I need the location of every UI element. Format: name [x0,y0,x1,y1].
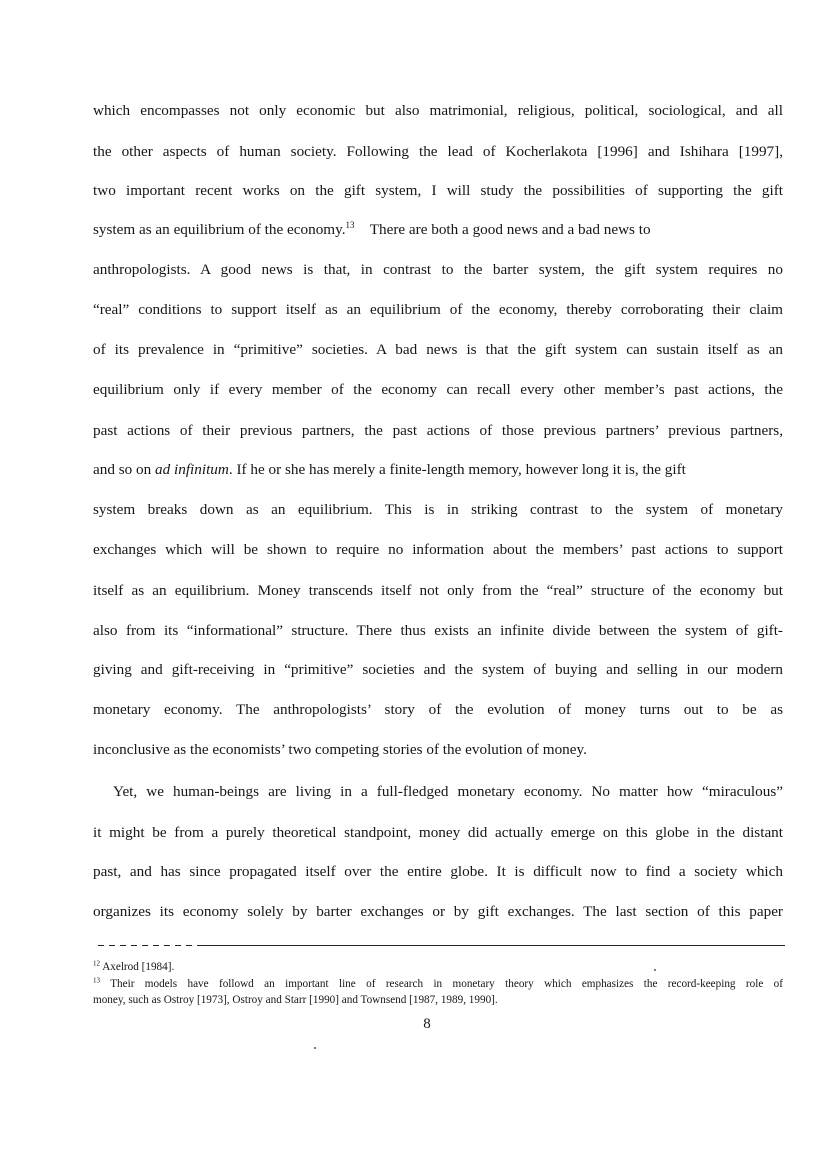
text-line: “real” conditions to support itself as an equilibrium of the economy, thereby corroborating their claim [93,301,783,318]
footnote-reference: 13 [345,219,355,230]
text-fragment: system as an equilibrium of the economy. [93,221,346,238]
text-line: giving and gift-receiving in “primitive” societies and the system of buying and selling in our modern [93,661,783,678]
footnote-text: Their models have followd an important line of research in monetary theory which emphasizes the record-keeping role of [110,978,783,990]
text-line: it might be from a purely theoretical standpoint, money did actually emerge on this globe in the distant [93,824,783,841]
text-fragment: There are both a good news and a bad news to [369,221,651,238]
footnote-13 [93,976,783,992]
text-line: two important recent works on the gift system, I will study the possibilities of supporting the gift [93,182,783,199]
text-line: exchanges which will be shown to require no information about the members’ past actions to support [93,541,783,558]
page-number: 8 [423,1016,431,1032]
text-line [93,220,783,240]
text-line: equilibrium only if every member of the economy can recall every other member’s past actions, the [93,381,783,398]
text-line: inconclusive as the economists’ two competing stories of the evolution of money. [93,741,587,758]
scan-speck [314,1047,316,1049]
footnote-separator [93,945,785,946]
scan-speck [654,969,656,971]
italic-phrase: ad infinitum [155,461,229,478]
text-line [93,460,783,480]
text-line: monetary economy. The anthropologists’ story of the evolution of money turns out to be as [93,701,783,718]
text-line: the other aspects of human society. Following the lead of Kocherlakota [1996] and Ishihara [1997], [93,143,783,160]
text-line: itself as an equilibrium. Money transcends itself not only from the “real” structure of the economy but [93,582,783,599]
footnote-13-continuation: money, such as Ostroy [1973], Ostroy and Starr [1990] and Townsend [1987, 1989, 1990]. [93,994,498,1006]
footnote-text: Axelrod [1984]. [102,961,175,973]
text-line: which encompasses not only economic but also matrimonial, religious, political, sociological, and all [93,102,783,119]
text-line: organizes its economy solely by barter exchanges or by gift exchanges. The last section of this paper [93,903,783,920]
footnote-mark: 13 [93,976,100,985]
text-fragment: and so on [93,461,152,478]
text-line: anthropologists. A good news is that, in contrast to the barter system, the gift system requires no [93,261,783,278]
paragraph-start-line: Yet, we human-beings are living in a full-fledged monetary economy. No matter how “miraculous” [113,783,783,800]
footnote-mark: 12 [93,959,100,968]
text-fragment: . If he or she has merely a finite-length memory, however long it is, the gift [228,461,686,478]
text-line: of its prevalence in “primitive” societies. A bad news is that the gift system can sustain itself as an [93,341,783,358]
text-line: past, and has since propagated itself over the entire globe. It is difficult now to find a society which [93,863,783,880]
text-line: also from its “informational” structure. There thus exists an infinite divide between the system of gift- [93,622,783,639]
text-line: past actions of their previous partners, the past actions of those previous partners’ previous partners, [93,422,783,439]
footnote-12 [93,959,783,975]
text-line: system breaks down as an equilibrium. This is in striking contrast to the system of monetary [93,501,783,518]
